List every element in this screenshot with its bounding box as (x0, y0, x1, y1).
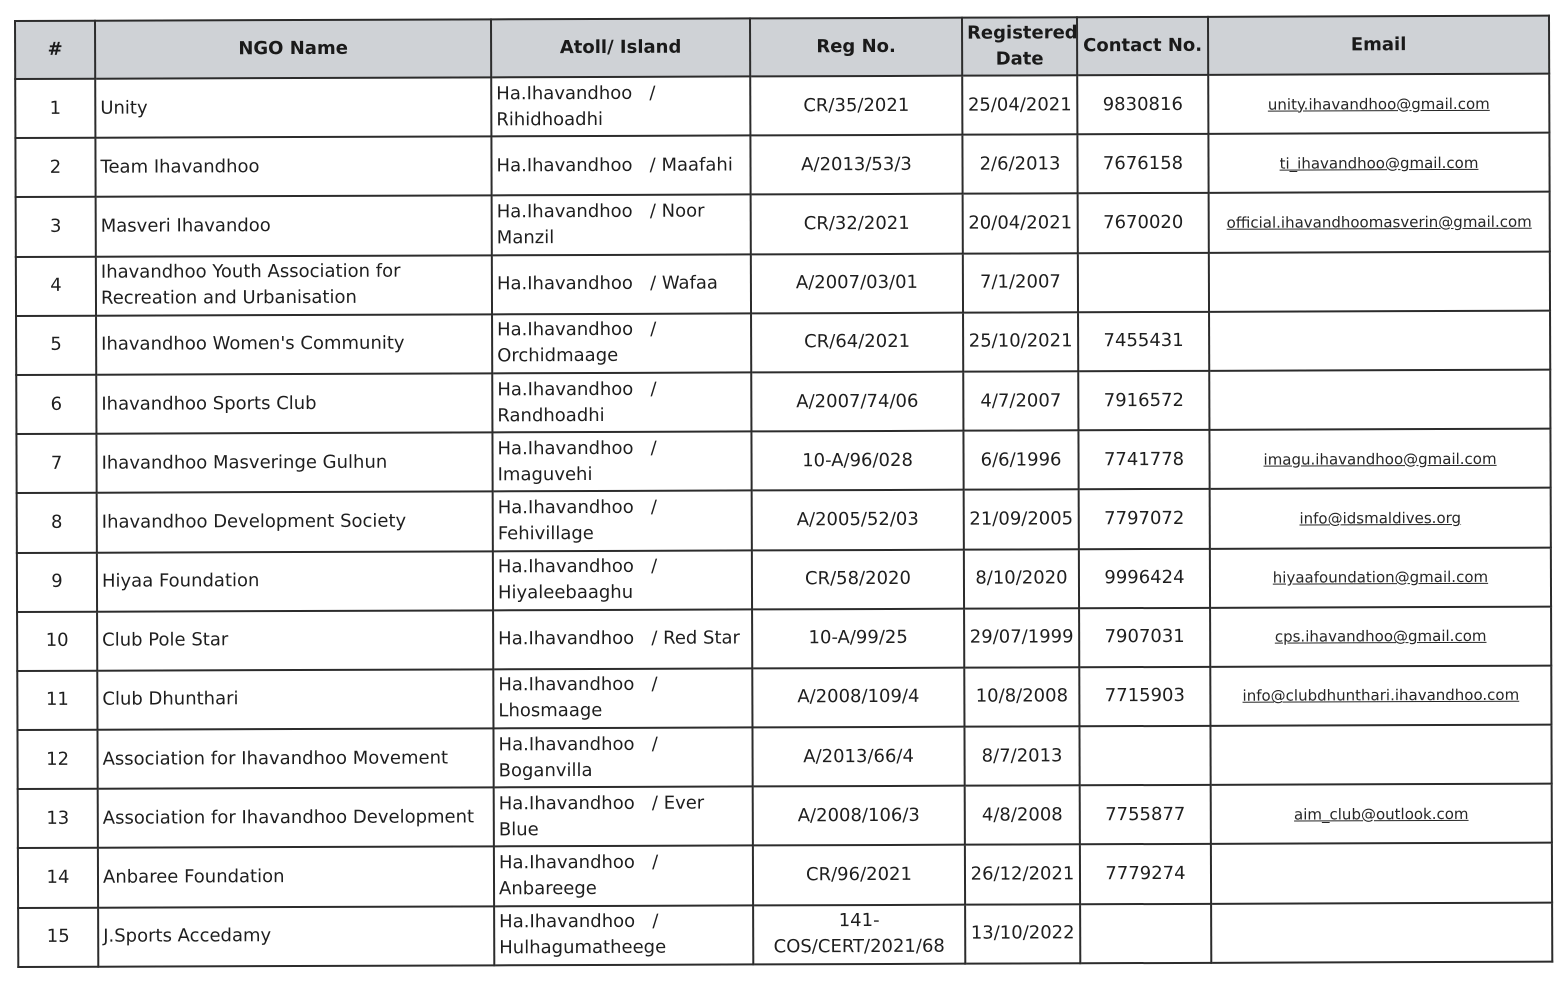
table-row (17, 725, 1551, 790)
contact-no: 7741778 (1078, 430, 1209, 490)
contact-no: 7779274 (1080, 844, 1211, 904)
email-address (1211, 843, 1552, 903)
registered-date: 26/12/2021 (965, 845, 1080, 905)
row-number: 3 (16, 197, 96, 256)
atoll-island: Ha.Ihavandhoo / Boganvilla (493, 727, 752, 787)
ngo-name: Hiyaa Foundation (97, 551, 493, 612)
registered-date: 2/6/2013 (962, 134, 1077, 194)
ngo-name: Club Dhunthari (97, 669, 493, 730)
email-address: cps.ihavandhoo@gmail.com (1210, 606, 1551, 666)
reg-no: A/2013/66/4 (752, 727, 964, 787)
ngo-table (14, 15, 1553, 968)
reg-no: 141-COS/CERT/2021/68 (753, 904, 965, 964)
contact-no (1079, 726, 1210, 786)
reg-no: A/2007/74/06 (751, 372, 963, 432)
registered-date: 4/8/2008 (965, 786, 1080, 846)
contact-no: 7755877 (1080, 785, 1211, 845)
header-num: # (15, 21, 95, 79)
table-row (16, 370, 1550, 435)
header-email: Email (1208, 16, 1549, 75)
reg-no: A/2007/03/01 (751, 253, 963, 313)
row-number: 15 (18, 907, 98, 967)
atoll-island: Ha.Ihavandhoo / Orchidmaage (492, 313, 751, 373)
email-address: official.ihavandhoomasverin@gmail.com (1209, 192, 1550, 252)
contact-no: 7676158 (1077, 134, 1208, 194)
registered-date: 10/8/2008 (964, 667, 1079, 727)
ngo-name: Ihavandhoo Masveringe Gulhun (96, 432, 492, 493)
atoll-island: Ha.Ihavandhoo / Hulhagumatheege (494, 905, 753, 965)
email-address: unity.ihavandhoo@gmail.com (1208, 74, 1549, 134)
table-row (17, 547, 1551, 612)
header-atoll-island: Atoll/ Island (491, 18, 750, 77)
table-row (17, 488, 1551, 553)
contact-no: 7715903 (1079, 667, 1210, 727)
ngo-registry-sheet (14, 15, 1551, 968)
ngo-name: J.Sports Accedamy (98, 906, 494, 967)
reg-no: 10-A/96/028 (751, 431, 963, 491)
header-ngo-name: NGO Name (95, 19, 491, 78)
ngo-name: Team Ihavandhoo (95, 137, 491, 198)
atoll-island: Ha.Ihavandhoo / Anbareege (494, 846, 753, 906)
registered-date: 25/04/2021 (962, 75, 1077, 135)
email-address (1210, 725, 1551, 785)
header-reg-no: Reg No. (750, 18, 962, 77)
contact-no: 7455431 (1078, 312, 1209, 372)
row-number: 11 (17, 671, 97, 730)
atoll-island: Ha.Ihavandhoo / Lhosmaage (493, 668, 752, 728)
contact-no: 7907031 (1079, 608, 1210, 668)
atoll-island: Ha.Ihavandhoo / Imaguvehi (492, 432, 751, 492)
reg-no: CR/64/2021 (751, 312, 963, 372)
ngo-name: Association for Ihavandhoo Development (98, 788, 494, 849)
row-number: 2 (15, 138, 95, 197)
reg-no: A/2013/53/3 (750, 135, 962, 195)
ngo-name: Unity (95, 77, 491, 138)
table-row (16, 429, 1550, 494)
contact-no: 9830816 (1077, 75, 1208, 135)
ngo-name: Ihavandhoo Sports Club (96, 373, 492, 434)
email-address: info@clubdhunthari.ihavandhoo.com (1210, 666, 1551, 726)
atoll-island: Ha.Ihavandhoo / Rihidhoadhi (491, 76, 750, 136)
registered-date: 8/7/2013 (964, 726, 1079, 786)
email-address: aim_club@outlook.com (1211, 784, 1552, 844)
row-number: 1 (15, 79, 95, 138)
atoll-island: Ha.Ihavandhoo / Randhoadhi (492, 372, 751, 432)
row-number: 14 (18, 848, 98, 907)
table-row (17, 606, 1551, 671)
table-row (16, 192, 1550, 257)
email-address: imagu.ihavandhoo@gmail.com (1209, 429, 1550, 489)
reg-no: 10-A/99/25 (752, 608, 964, 668)
table-row (18, 902, 1552, 967)
ngo-name: Ihavandhoo Women's Community (96, 314, 492, 375)
table-row (18, 843, 1552, 908)
email-address: ti_ihavandhoo@gmail.com (1208, 133, 1549, 193)
table-row (15, 74, 1549, 139)
atoll-island: Ha.Ihavandhoo / Noor Manzil (492, 195, 751, 255)
ngo-name: Anbaree Foundation (98, 847, 494, 908)
header-registered-date: Registered Date (962, 17, 1077, 75)
registered-date: 7/1/2007 (963, 253, 1078, 313)
header-contact-no: Contact No. (1077, 17, 1208, 75)
row-number: 6 (16, 375, 96, 434)
atoll-island: Ha.Ihavandhoo / Maafahi (491, 136, 750, 196)
ngo-name: Masveri Ihavandoo (96, 196, 492, 257)
contact-no (1080, 903, 1211, 963)
table-body (15, 74, 1552, 967)
ngo-name: Ihavandhoo Youth Association for Recreation and Urbanisation (96, 255, 492, 316)
table-row (17, 666, 1551, 731)
row-number: 10 (17, 611, 97, 670)
registered-date: 8/10/2020 (964, 549, 1079, 609)
ngo-name: Association for Ihavandhoo Movement (97, 728, 493, 789)
table-row (16, 251, 1550, 316)
reg-no: A/2008/109/4 (752, 668, 964, 728)
row-number: 13 (18, 789, 98, 848)
email-address (1211, 902, 1552, 963)
email-address: info@idsmaldives.org (1210, 488, 1551, 548)
contact-no: 7916572 (1078, 371, 1209, 431)
table-row (18, 784, 1552, 849)
atoll-island: Ha.Ihavandhoo / Hiyaleebaaghu (493, 550, 752, 610)
registered-date: 6/6/1996 (963, 430, 1078, 490)
row-number: 12 (17, 730, 97, 789)
registered-date: 13/10/2022 (965, 904, 1080, 964)
registered-date: 29/07/1999 (964, 608, 1079, 668)
registered-date: 20/04/2021 (963, 194, 1078, 254)
atoll-island: Ha.Ihavandhoo / Fehivillage (493, 491, 752, 551)
row-number: 7 (16, 434, 96, 493)
email-address (1209, 251, 1550, 311)
atoll-island: Ha.Ihavandhoo / Wafaa (492, 254, 751, 314)
table-row (16, 310, 1550, 375)
row-number: 8 (17, 493, 97, 552)
ngo-name: Club Pole Star (97, 610, 493, 671)
contact-no (1078, 252, 1209, 312)
reg-no: CR/35/2021 (750, 76, 962, 136)
table-row (15, 133, 1549, 198)
registered-date: 25/10/2021 (963, 312, 1078, 372)
reg-no: A/2008/106/3 (753, 786, 965, 846)
registered-date: 4/7/2007 (963, 371, 1078, 431)
ngo-name: Ihavandhoo Development Society (97, 492, 493, 553)
row-number: 5 (16, 315, 96, 374)
email-address: hiyaafoundation@gmail.com (1210, 547, 1551, 607)
reg-no: CR/96/2021 (753, 845, 965, 905)
contact-no: 9996424 (1079, 548, 1210, 608)
email-address (1209, 310, 1550, 370)
atoll-island: Ha.Ihavandhoo / Red Star (493, 609, 752, 669)
row-number: 9 (17, 552, 97, 611)
registered-date: 21/09/2005 (964, 490, 1079, 550)
reg-no: CR/32/2021 (751, 194, 963, 254)
table-header (15, 16, 1549, 79)
reg-no: A/2005/52/03 (752, 490, 964, 550)
contact-no: 7670020 (1078, 193, 1209, 253)
email-address (1209, 370, 1550, 430)
reg-no: CR/58/2020 (752, 549, 964, 609)
atoll-island: Ha.Ihavandhoo / Ever Blue (494, 787, 753, 847)
row-number: 4 (16, 256, 96, 315)
contact-no: 7797072 (1079, 489, 1210, 549)
